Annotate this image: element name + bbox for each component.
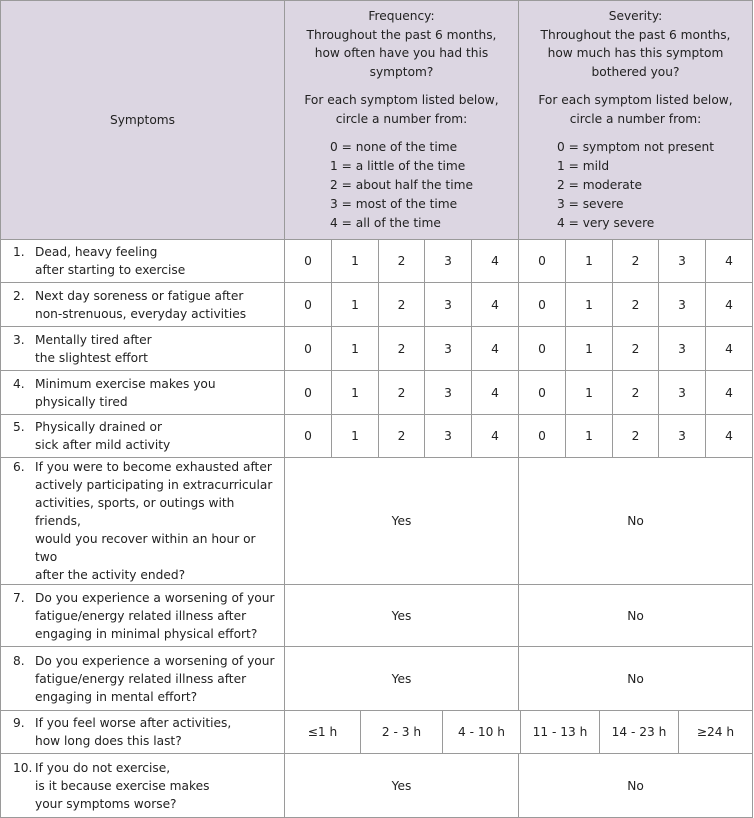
severity-question-line: how much has this symptom	[547, 46, 724, 60]
frequency-option-4[interactable]: 4	[472, 240, 519, 283]
yes-option[interactable]: Yes	[285, 458, 519, 585]
table-row	[1, 283, 753, 327]
frequency-option-3[interactable]: 3	[425, 415, 472, 458]
no-option[interactable]: No	[519, 458, 753, 585]
item-number: 9.	[13, 716, 25, 730]
severity-scale-item: 2 = moderate	[556, 178, 643, 192]
symptom-text: Do you experience a worsening of your fatigue/energy related illness after engaging in mental effort?	[35, 653, 275, 704]
yes-option[interactable]: Yes	[285, 754, 519, 818]
symptom-cell	[1, 711, 285, 754]
table-row	[1, 327, 753, 371]
severity-option-1[interactable]: 1	[566, 327, 613, 371]
frequency-option-0[interactable]: 0	[285, 283, 332, 327]
frequency-option-1[interactable]: 1	[332, 327, 379, 371]
table-row	[1, 585, 753, 647]
symptom-cell	[1, 647, 285, 711]
item-number: 2.	[13, 288, 25, 303]
header-row	[1, 1, 753, 240]
severity-option-1[interactable]: 1	[566, 283, 613, 327]
severity-option-2[interactable]: 2	[613, 415, 659, 458]
frequency-option-4[interactable]: 4	[472, 415, 519, 458]
yes-option[interactable]: Yes	[285, 647, 519, 711]
severity-option-4[interactable]: 4	[706, 371, 753, 415]
symptom-cell	[1, 283, 285, 327]
severity-option-3[interactable]: 3	[659, 327, 706, 371]
symptom-cell	[1, 585, 285, 647]
severity-title: Severity:	[608, 9, 663, 23]
frequency-instruction-line: circle a number from:	[335, 111, 468, 126]
symptom-text: Physically drained or sick after mild activity	[35, 420, 171, 452]
severity-option-4[interactable]: 4	[706, 415, 753, 458]
frequency-option-1[interactable]: 1	[332, 415, 379, 458]
item-number: 1.	[13, 245, 25, 259]
severity-option-4[interactable]: 4	[706, 283, 753, 327]
frequency-option-2[interactable]: 2	[379, 371, 425, 415]
duration-option[interactable]: ≥24 h	[679, 711, 753, 753]
item-number: 8.	[13, 653, 25, 668]
frequency-header	[285, 1, 519, 240]
frequency-question-line: symptom?	[369, 64, 434, 79]
frequency-option-0[interactable]: 0	[285, 371, 332, 415]
frequency-scale	[330, 138, 473, 233]
severity-scale-item: 3 = severe	[556, 197, 624, 211]
severity-option-4[interactable]: 4	[706, 327, 753, 371]
no-option[interactable]: No	[519, 585, 753, 647]
severity-instruction-line: circle a number from:	[569, 111, 702, 126]
table-row	[1, 240, 753, 283]
frequency-option-1[interactable]: 1	[332, 240, 379, 283]
frequency-option-2[interactable]: 2	[379, 240, 425, 283]
severity-option-4[interactable]: 4	[706, 240, 753, 283]
symptom-text: If you were to become exhausted after actively participating in extracurricular activities, sports, or outings with friends, would you recover within an hour or two after the activity ended?	[35, 460, 273, 582]
item-number: 3.	[13, 332, 25, 347]
severity-option-1[interactable]: 1	[566, 371, 613, 415]
table-row	[1, 647, 753, 711]
symptom-cell	[1, 458, 285, 585]
frequency-title: Frequency:	[368, 9, 435, 23]
frequency-scale-item: 3 = most of the time	[330, 197, 458, 211]
severity-option-2[interactable]: 2	[613, 283, 659, 327]
symptom-text: If you feel worse after activities, how long does this last?	[35, 716, 232, 748]
item-number: 6.	[13, 460, 25, 474]
duration-option[interactable]: 14 - 23 h	[600, 711, 679, 753]
severity-option-2[interactable]: 2	[613, 371, 659, 415]
duration-option[interactable]: 4 - 10 h	[443, 711, 521, 753]
duration-options	[285, 711, 753, 754]
severity-option-0[interactable]: 0	[519, 371, 566, 415]
symptom-text: Dead, heavy feeling after starting to exercise	[35, 245, 186, 277]
symptom-cell	[1, 327, 285, 371]
frequency-scale-item: 4 = all of the time	[330, 216, 441, 230]
symptom-cell	[1, 754, 285, 818]
severity-option-0[interactable]: 0	[519, 283, 566, 327]
frequency-option-4[interactable]: 4	[472, 371, 519, 415]
frequency-option-2[interactable]: 2	[379, 327, 425, 371]
severity-question-line: Throughout the past 6 months,	[540, 27, 731, 42]
severity-option-1[interactable]: 1	[566, 415, 613, 458]
frequency-option-4[interactable]: 4	[472, 327, 519, 371]
item-number: 10.	[13, 760, 33, 775]
table-row	[1, 458, 753, 585]
frequency-option-3[interactable]: 3	[425, 283, 472, 327]
frequency-option-0[interactable]: 0	[285, 327, 332, 371]
frequency-option-3[interactable]: 3	[425, 240, 472, 283]
symptom-cell	[1, 371, 285, 415]
table-row	[1, 371, 753, 415]
frequency-option-2[interactable]: 2	[379, 415, 425, 458]
no-option[interactable]: No	[519, 647, 753, 711]
symptom-text: Minimum exercise makes you physically tired	[35, 376, 216, 409]
table-row	[1, 415, 753, 458]
no-option[interactable]: No	[519, 754, 753, 818]
duration-option[interactable]: ≤1 h	[285, 711, 361, 753]
yes-option[interactable]: Yes	[285, 585, 519, 647]
severity-scale-item: 1 = mild	[556, 159, 610, 173]
severity-instruction-line: For each symptom listed below,	[538, 93, 733, 107]
severity-question-line: bothered you?	[591, 64, 680, 79]
item-number: 4.	[13, 376, 25, 391]
severity-header	[519, 1, 753, 240]
item-number: 5.	[13, 420, 25, 434]
severity-option-1[interactable]: 1	[566, 240, 613, 283]
severity-option-0[interactable]: 0	[519, 415, 566, 458]
symptom-text: Mentally tired after the slightest effort	[35, 332, 152, 365]
item-number: 7.	[13, 590, 25, 605]
severity-scale-item: 4 = very severe	[556, 216, 655, 230]
severity-option-3[interactable]: 3	[659, 240, 706, 283]
table-row	[1, 754, 753, 818]
frequency-option-4[interactable]: 4	[472, 283, 519, 327]
duration-option[interactable]: 11 - 13 h	[521, 711, 600, 753]
frequency-option-1[interactable]: 1	[332, 371, 379, 415]
frequency-question-line: how often have you had this	[314, 46, 489, 60]
frequency-question-line: Throughout the past 6 months,	[306, 27, 497, 42]
frequency-option-2[interactable]: 2	[379, 283, 425, 327]
severity-option-3[interactable]: 3	[659, 283, 706, 327]
frequency-scale-item: 0 = none of the time	[330, 140, 458, 154]
duration-option[interactable]: 2 - 3 h	[361, 711, 443, 753]
symptom-text: Do you experience a worsening of your fatigue/energy related illness after engaging in minimal physical effort?	[35, 590, 275, 641]
symptom-cell	[1, 415, 285, 458]
frequency-option-1[interactable]: 1	[332, 283, 379, 327]
symptom-cell	[1, 240, 285, 283]
severity-option-0[interactable]: 0	[519, 327, 566, 371]
table-row	[1, 711, 753, 754]
symptom-text: Next day soreness or fatigue after non-strenuous, everyday activities	[35, 288, 247, 321]
severity-scale-item: 0 = symptom not present	[556, 140, 715, 154]
frequency-option-0[interactable]: 0	[285, 240, 332, 283]
frequency-option-0[interactable]: 0	[285, 415, 332, 458]
severity-scale	[557, 138, 714, 233]
frequency-option-3[interactable]: 3	[425, 371, 472, 415]
severity-option-0[interactable]: 0	[519, 240, 566, 283]
symptoms-header: Symptoms	[1, 1, 285, 240]
severity-option-3[interactable]: 3	[659, 415, 706, 458]
frequency-scale-item: 2 = about half the time	[330, 178, 473, 192]
symptom-text: If you do not exercise, is it because exercise makes your symptoms worse?	[35, 760, 210, 811]
frequency-scale-item: 1 = a little of the time	[330, 159, 466, 173]
severity-option-2[interactable]: 2	[613, 240, 659, 283]
frequency-instruction-line: For each symptom listed below,	[304, 93, 499, 107]
severity-option-2[interactable]: 2	[613, 327, 659, 371]
severity-option-3[interactable]: 3	[659, 371, 706, 415]
frequency-option-3[interactable]: 3	[425, 327, 472, 371]
